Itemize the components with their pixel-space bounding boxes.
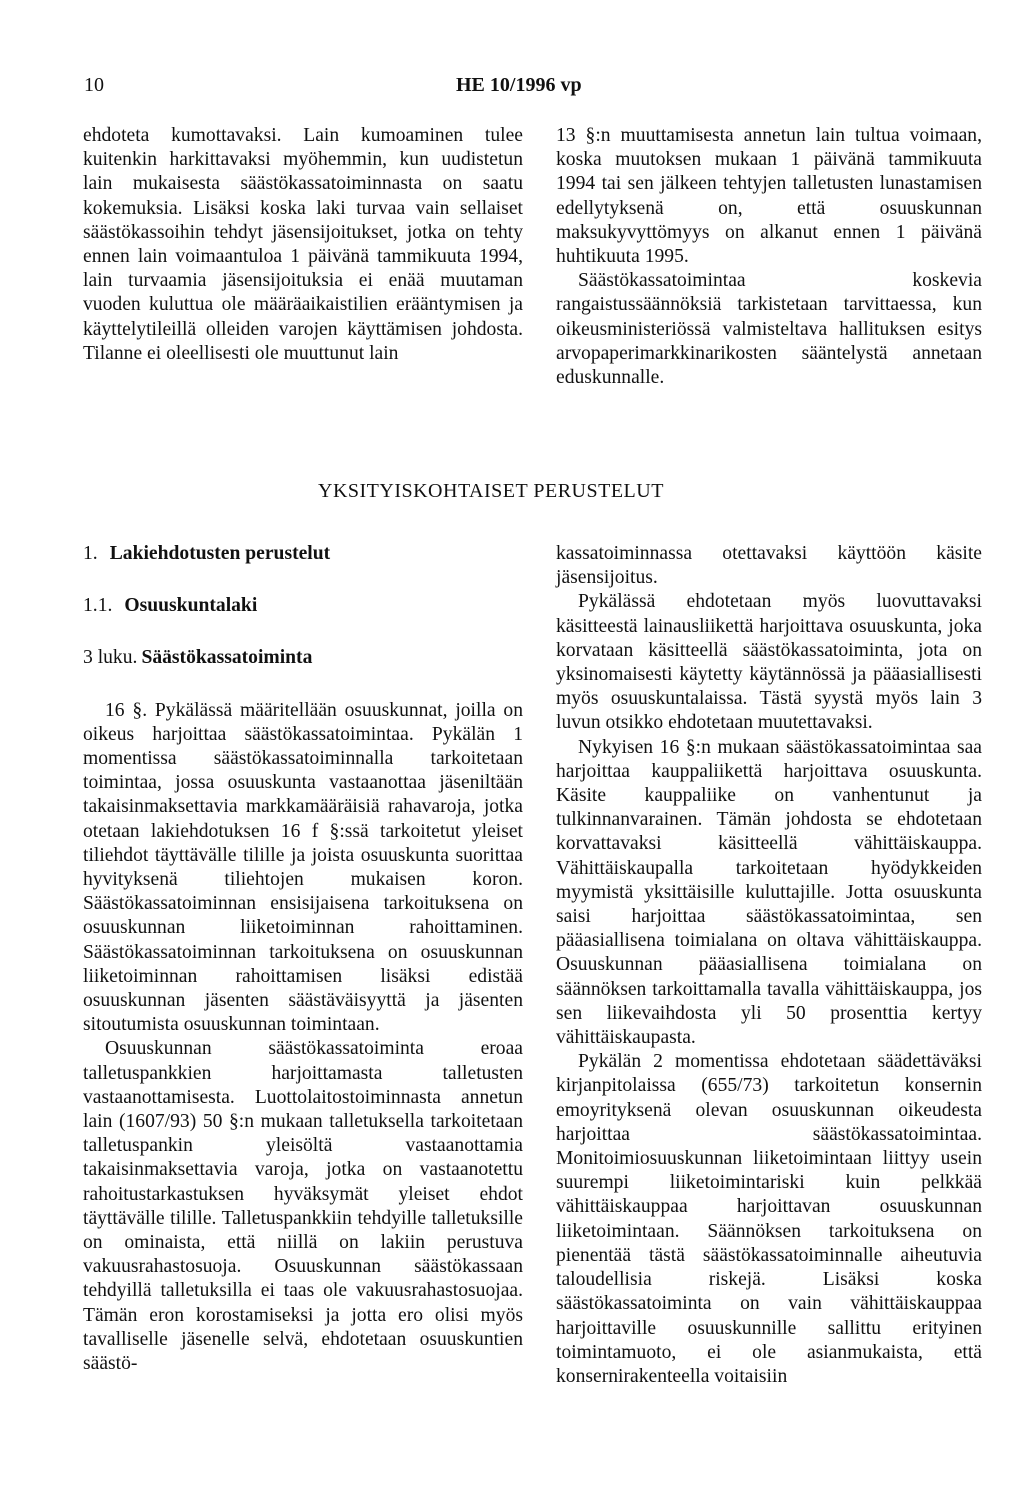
heading-title: Säästökassatoiminta — [141, 647, 313, 669]
paragraph: Pykälän 2 momentissa ehdotetaan säädettäväksi kirjanpitolaissa (655/73) tarkoitetun konsernin emoyrityksenä olevan osuuskunnan oikeudesta harjoittaa säästökassatoimintaa. Monitoimiosuuskunnan liiketoimintaan liittyy usein suurempi liiketoimintariski kuin pelkkää vähittäiskauppaa harjoittavan osuuskunnan liiketoimintaan. Säännöksen tarkoituksena on pienentää tästä säästökassatoiminnalle aiheutuvia taloudellisia riskejä. Lisäksi koska säästökassatoiminta on vain vähittäiskauppaa harjoittaville osuuskunnille sallittu erityinen toimintamuoto, ei ole asianmukaista, että konsernirakenteella voitaisiin — [556, 1051, 982, 1387]
paragraph: Nykyisen 16 §:n mukaan säästökassatoimintaa saa harjoittaa kauppaliikettä harjoittava osuuskunta. Käsite kauppaliike on vanhentunut ja tulkinnanvarainen. Tämän johdosta se ehdotetaan korvattavaksi käsitteellä vähittäiskauppa. Vähittäiskaupalla tarkoitetaan hyödykkeiden myymistä yksittäisille kuluttajille. Jotta osuuskunta saisi harjoittaa säästökassatoimintaa, sen pääasiallisena toimialana on oltava vähittäiskauppa. Osuuskunnan pääasiallisena toimialana on säännöksen tarkoittamalla tavalla vähittäiskauppa, jos sen liikevaihdosta yli 50 prosenttia kertyy vähittäiskaupasta. — [556, 736, 982, 1049]
page-number: 10 — [84, 74, 104, 96]
paragraph: Pykälässä ehdotetaan myös luovuttavaksi käsitteestä lainausliikettä harjoittava osuuskunta, joka korvataan käsitteellä säästökassatoiminta, jota on yksinomaisesti käytetty käytännössä ja pääasiallisesti myös osuuskuntalaissa. Tästä syystä myös lain 3 luvun otsikko ehdotetaan muutettavaksi. — [556, 591, 982, 734]
paragraph: ehdoteta kumottavaksi. Lain kumoaminen tulee kuitenkin harkittavaksi myöhemmin, kun uudistetun lain mukaisesta säästökassatoiminnasta on saatu kokemuksia. Lisäksi koska laki turvaa vain sellaiset säästökassoihin tehdyt jäsensijoitukset, jotka on tehty ennen lain voimaantuloa 1 päivänä tammikuuta 1994, lain turvaamia jäsensijoituksia ei enää muutaman vuoden kuluttua ole määräaikaistilien erääntymisen ja käyttelytileillä olleiden varojen käyttämisen johdosta. Tilanne ei oleellisesti ole muuttunut lain — [83, 125, 523, 364]
heading-title: Osuuskuntalaki — [124, 595, 258, 617]
heading-level-2 — [83, 594, 523, 618]
bottom-right-column — [556, 542, 982, 1389]
heading-number: 1. — [83, 543, 98, 564]
paragraph: Säästökassatoimintaa koskevia rangaistussäännöksiä tarkistetaan tarvittaessa, kun oikeusministeriössä valmisteltava hallituksen esitys arvopaperimarkkinarikosten sääntelystä annetaan eduskunnalle. — [556, 270, 982, 389]
paragraph: Osuuskunnan säästökassatoiminta eroaa talletuspankkien harjoittamasta talletusten vastaanottamisesta. Luottolaitostoiminnasta annetun lain (1607/93) 50 §:n mukaan talletuksella tarkoitetaan talletuspankin yleisöltä vastaanottamia takaisinmaksettavia varoja, jotka on vastaanotettu rahoitustarkastuksen hyväksymät yleiset ehdot täyttävälle tilille. Talletuspankkiin tehdyille talletuksille on ominaista, että niillä on lakiin perustuva vakuusrahastosuoja. Osuuskunnan säästökassaan tehdyillä talletuksilla ei taas ole vakuusrahastosuojaa. Tämän eron korostamiseksi ja jotta ero olisi myös tavalliselle jäsenelle selvä, ehdotetaan osuuskuntien säästö- — [83, 1038, 523, 1375]
heading-title: Lakiehdotusten perustelut — [109, 543, 331, 564]
heading-level-3 — [83, 646, 523, 670]
paragraph: 13 §:n muuttamisesta annetun lain tultua voimaan, koska muutoksen mukaan 1 päivänä tammikuuta 1994 tai sen jälkeen tehtyjen talletusten lunastamisen edellytyksenä on, että osuuskunnan maksukyvyttömyys on alkanut ennen 1 päivänä huhtikuuta 1995. — [556, 125, 982, 268]
paragraph: kassatoiminnassa otettavaksi käyttöön käsite jäsensijoitus. — [556, 543, 982, 589]
heading-level-1 — [83, 542, 523, 566]
top-left-column — [83, 124, 523, 366]
bottom-left-column — [83, 542, 523, 1376]
paragraph: 16 §. Pykälässä määritellään osuuskunnat, joilla on oikeus harjoittaa säästökassatoimintaa. Pykälän 1 momentissa säästökassatoiminnalla tarkoitetaan toimintaa, jossa osuuskunta vastaanottaa jäseniltään takaisinmaksettavia markkamääräisiä rahavaroja, jotka otetaan lakiehdotuksen 16 f §:ssä tarkoitetut yleiset tiliehdot täyttävälle tilille ja joista osuuskunta suorittaa hyvityksenä tiliehtojen mukaisen koron. Säästökassatoiminnan ensisijaisena tarkoituksena on osuuskunnan liiketoiminnan rahoittaminen. Säästökassatoiminnan tarkoituksena on osuuskunnan liiketoiminnan rahoittamisen lisäksi edistää osuuskunnan jäsenten säästäväisyyttä ja jäsenten sitoutumista osuuskunnan toimintaan. — [83, 699, 523, 1036]
heading-number: 3 luku. — [83, 647, 138, 669]
top-right-column — [556, 124, 982, 390]
running-head: HE 10/1996 vp — [456, 74, 582, 96]
section-title: YKSITYISKOHTAISET PERUSTELUT — [318, 480, 664, 502]
heading-number: 1.1. — [83, 595, 113, 617]
